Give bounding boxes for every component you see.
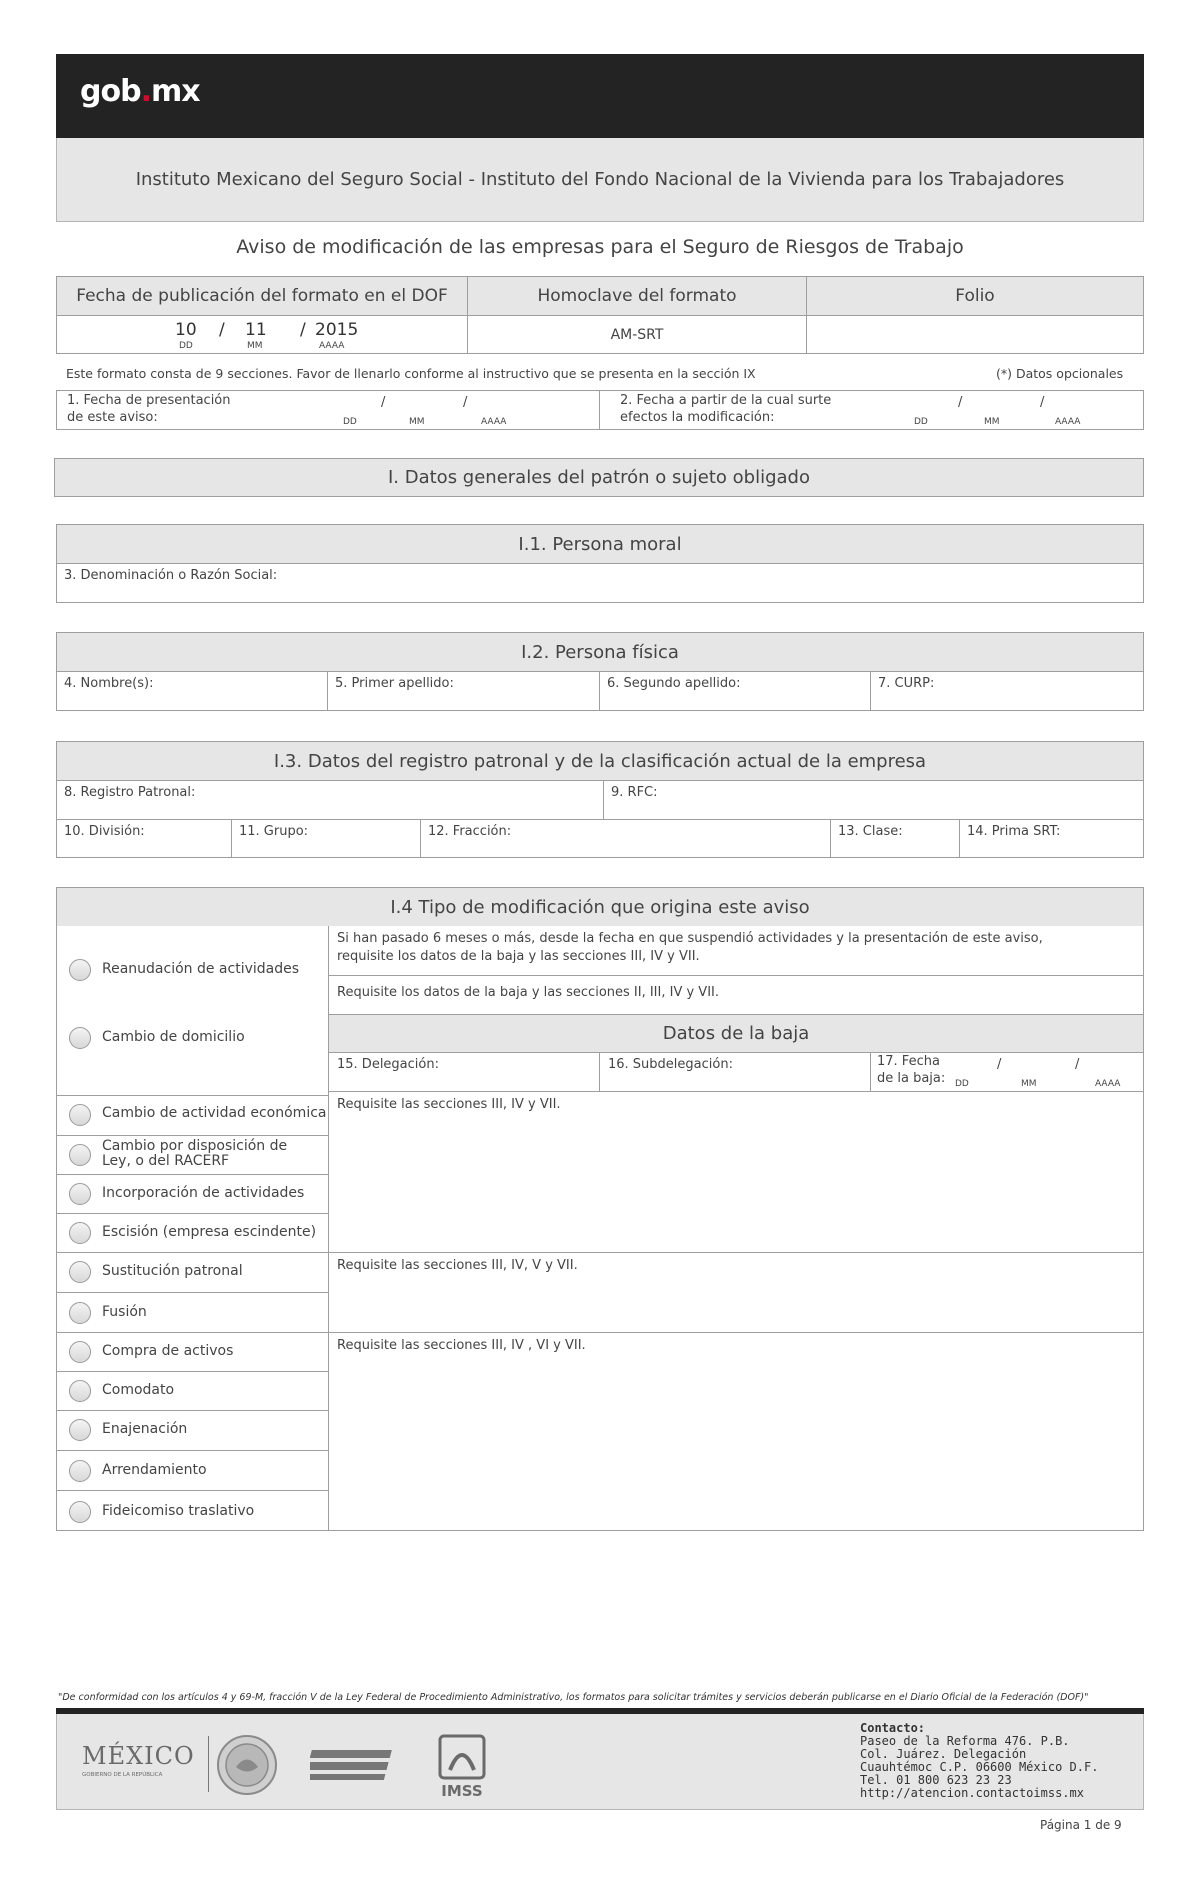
imss-logo bbox=[438, 1734, 486, 1800]
datos-baja-title: Datos de la baja bbox=[328, 1014, 1144, 1053]
option-fusion: Fusión bbox=[102, 1304, 147, 1320]
contact-title: Contacto: bbox=[860, 1721, 926, 1735]
contact-url[interactable]: http://atencion.contactoimss.mx bbox=[860, 1786, 1084, 1800]
instructions-note: Este formato consta de 9 secciones. Favor de llenarlo conforme al instructivo que se presenta en la sección IX bbox=[66, 366, 756, 381]
registro-title: I.3. Datos del registro patronal y de la clasificación actual de la empresa bbox=[56, 741, 1144, 781]
subdelegacion-field[interactable]: 16. Subdelegación: bbox=[599, 1052, 871, 1092]
radio-fusion[interactable] bbox=[69, 1302, 91, 1324]
req-group-4: Requisite las secciones III, IV, V y VII. bbox=[328, 1252, 1144, 1333]
mm-label: MM bbox=[247, 341, 263, 351]
row-reanudacion-domicilio bbox=[56, 926, 329, 1096]
aaaa-label: AAAA bbox=[481, 417, 507, 427]
fecha-baja-field[interactable] bbox=[870, 1052, 1144, 1092]
req-group-5: Requisite las secciones III, IV , VI y VII. bbox=[328, 1332, 1144, 1531]
optional-note: (*) Datos opcionales bbox=[996, 366, 1124, 381]
date-sep-1: / bbox=[381, 395, 386, 410]
option-fideicomiso: Fideicomiso traslativo bbox=[102, 1503, 255, 1519]
logo-text: gob bbox=[80, 74, 141, 109]
mm-label: MM bbox=[984, 417, 1000, 427]
radio-sustitucion[interactable] bbox=[69, 1261, 91, 1283]
institution-name: Instituto Mexicano del Seguro Social - Instituto del Fondo Nacional de la Vivienda para los Trabajadores bbox=[135, 169, 1065, 190]
clase-field[interactable]: 13. Clase: bbox=[830, 819, 960, 858]
fecha-efectos-field[interactable] bbox=[599, 390, 1144, 430]
logo-tld: mx bbox=[150, 74, 200, 109]
dd-label: DD bbox=[955, 1079, 969, 1089]
option-reanudacion: Reanudación de actividades bbox=[102, 961, 300, 977]
aaaa-label: AAAA bbox=[1095, 1079, 1121, 1089]
radio-cambio-domicilio[interactable] bbox=[69, 1027, 91, 1049]
req-domicilio: Requisite los datos de la baja y las secciones II, III, IV y VII. bbox=[328, 975, 1144, 1015]
fecha-presentacion-label: 1. Fecha de presentación bbox=[67, 393, 231, 408]
imss-logo-text: IMSS bbox=[441, 1782, 483, 1800]
row-enajenacion bbox=[56, 1410, 329, 1451]
dof-day: 10 bbox=[175, 320, 197, 340]
option-disposicion-line2: Ley, o del RACERF bbox=[102, 1153, 230, 1169]
radio-compra-activos[interactable] bbox=[69, 1341, 91, 1363]
contact-address-2: Col. Juárez. Delegación bbox=[860, 1747, 1027, 1761]
gobmx-logo bbox=[80, 74, 200, 109]
option-actividad-economica: Cambio de actividad económica bbox=[102, 1105, 327, 1121]
homoclave-value: AM-SRT bbox=[467, 315, 807, 354]
option-incorporacion: Incorporación de actividades bbox=[102, 1185, 305, 1201]
mm-label: MM bbox=[409, 417, 425, 427]
institution-banner bbox=[56, 138, 1144, 222]
mexico-logo: MÉXICO bbox=[82, 1742, 195, 1770]
fecha-baja-label: 17. Fecha bbox=[877, 1054, 940, 1069]
contact-address-3: Cuauhtémoc C.P. 06600 México D.F. bbox=[860, 1760, 1099, 1774]
req-reanudacion-line2: requisite los datos de la baja y las secciones III, IV y VII. bbox=[337, 949, 700, 964]
fecha-dof-value bbox=[56, 315, 468, 354]
date-sep-1: / bbox=[958, 395, 963, 410]
section-1-title: I. Datos generales del patrón o sujeto obligado bbox=[54, 458, 1144, 497]
radio-arrendamiento[interactable] bbox=[69, 1460, 91, 1482]
dof-year: 2015 bbox=[315, 320, 359, 340]
col-folio: Folio bbox=[806, 276, 1144, 316]
row-fusion bbox=[56, 1292, 329, 1333]
req-reanudacion-line1: Si han pasado 6 meses o más, desde la fecha en que suspendió actividades y la presentación de este aviso, bbox=[337, 931, 1043, 946]
date-sep-2: / bbox=[463, 395, 468, 410]
persona-fisica-title: I.2. Persona física bbox=[56, 632, 1144, 672]
contact-address-1: Paseo de la Reforma 476. P.B. bbox=[860, 1734, 1070, 1748]
option-disposicion-line1: Cambio por disposición de bbox=[102, 1138, 288, 1154]
logo-dot: . bbox=[140, 74, 151, 109]
primer-apellido-field[interactable]: 5. Primer apellido: bbox=[327, 671, 600, 711]
fecha-baja-label-2: de la baja: bbox=[877, 1071, 946, 1086]
gobmx-header-bar bbox=[56, 54, 1144, 138]
curp-field[interactable]: 7. CURP: bbox=[870, 671, 1144, 711]
persona-moral-title: I.1. Persona moral bbox=[56, 524, 1144, 564]
folio-field[interactable] bbox=[806, 315, 1144, 354]
imss-eagle-icon bbox=[438, 1734, 486, 1780]
gobierno-republica-text: GOBIERNO DE LA REPÚBLICA bbox=[82, 1772, 163, 1778]
radio-reanudacion[interactable] bbox=[69, 959, 91, 981]
option-sustitucion: Sustitución patronal bbox=[102, 1263, 243, 1279]
registro-patronal-field[interactable]: 8. Registro Patronal: bbox=[56, 780, 604, 820]
fecha-presentacion-label-2: de este aviso: bbox=[67, 410, 158, 425]
option-cambio-domicilio: Cambio de domicilio bbox=[102, 1029, 245, 1045]
radio-actividad-economica[interactable] bbox=[69, 1104, 91, 1126]
legal-footnote: "De conformidad con los artículos 4 y 69-M, fracción V de la Ley Federal de Procedimiento Administrativo, los formatos para solicitar trámites y servicios deberán publicarse en el Diario Oficial de la Federación (DOF)" bbox=[58, 1692, 1089, 1703]
dof-sep-2: / bbox=[300, 320, 306, 340]
contact-block bbox=[860, 1722, 1098, 1800]
page-number: Página 1 de 9 bbox=[1040, 1818, 1122, 1832]
segundo-apellido-field[interactable]: 6. Segundo apellido: bbox=[599, 671, 871, 711]
contact-phone: Tel. 01 800 623 23 23 bbox=[860, 1773, 1012, 1787]
fecha-presentacion-field[interactable] bbox=[56, 390, 600, 430]
dof-month: 11 bbox=[245, 320, 267, 340]
row-comodato bbox=[56, 1371, 329, 1411]
fecha-efectos-label: 2. Fecha a partir de la cual surte bbox=[620, 393, 832, 408]
radio-escision[interactable] bbox=[69, 1222, 91, 1244]
fecha-efectos-label-2: efectos la modificación: bbox=[620, 410, 775, 425]
dd-label: DD bbox=[179, 341, 193, 351]
form-title: Aviso de modificación de las empresas para el Seguro de Riesgos de Trabajo bbox=[236, 236, 964, 258]
tipo-modificacion-title: I.4 Tipo de modificación que origina este aviso bbox=[56, 887, 1144, 927]
option-disposicion-ley bbox=[102, 1139, 287, 1169]
radio-disposicion-ley[interactable] bbox=[69, 1144, 91, 1166]
logo-divider bbox=[208, 1736, 209, 1792]
radio-comodato[interactable] bbox=[69, 1380, 91, 1402]
dof-sep-1: / bbox=[219, 320, 225, 340]
dd-label: DD bbox=[914, 417, 928, 427]
razon-social-field[interactable]: 3. Denominación o Razón Social: bbox=[56, 563, 1144, 603]
delegacion-field[interactable]: 15. Delegación: bbox=[328, 1052, 600, 1092]
mm-label: MM bbox=[1021, 1079, 1037, 1089]
aaaa-label: AAAA bbox=[1055, 417, 1081, 427]
option-compra-activos: Compra de activos bbox=[102, 1343, 234, 1359]
grupo-field[interactable]: 11. Grupo: bbox=[231, 819, 421, 858]
option-enajenacion: Enajenación bbox=[102, 1421, 188, 1437]
option-comodato: Comodato bbox=[102, 1382, 175, 1398]
dd-label: DD bbox=[343, 417, 357, 427]
nombre-field[interactable]: 4. Nombre(s): bbox=[56, 671, 328, 711]
date-sep-1: / bbox=[997, 1057, 1002, 1072]
prima-srt-field[interactable]: 14. Prima SRT: bbox=[959, 819, 1144, 858]
radio-enajenacion[interactable] bbox=[69, 1419, 91, 1441]
national-seal-icon bbox=[216, 1734, 278, 1796]
aaaa-label: AAAA bbox=[319, 341, 345, 351]
radio-fideicomiso[interactable] bbox=[69, 1501, 91, 1523]
radio-incorporacion[interactable] bbox=[69, 1183, 91, 1205]
fraccion-field[interactable]: 12. Fracción: bbox=[420, 819, 831, 858]
req-group-3: Requisite las secciones III, IV y VII. bbox=[328, 1091, 1144, 1253]
rfc-field[interactable]: 9. RFC: bbox=[603, 780, 1144, 820]
req-reanudacion bbox=[328, 926, 1144, 976]
col-homoclave: Homoclave del formato bbox=[467, 276, 807, 316]
infonavit-logo-icon bbox=[310, 1742, 398, 1786]
option-arrendamiento: Arrendamiento bbox=[102, 1462, 207, 1478]
col-fecha-dof: Fecha de publicación del formato en el DOF bbox=[56, 276, 468, 316]
date-sep-2: / bbox=[1075, 1057, 1080, 1072]
option-escision: Escisión (empresa escindente) bbox=[102, 1224, 317, 1240]
division-field[interactable]: 10. División: bbox=[56, 819, 232, 858]
date-sep-2: / bbox=[1040, 395, 1045, 410]
